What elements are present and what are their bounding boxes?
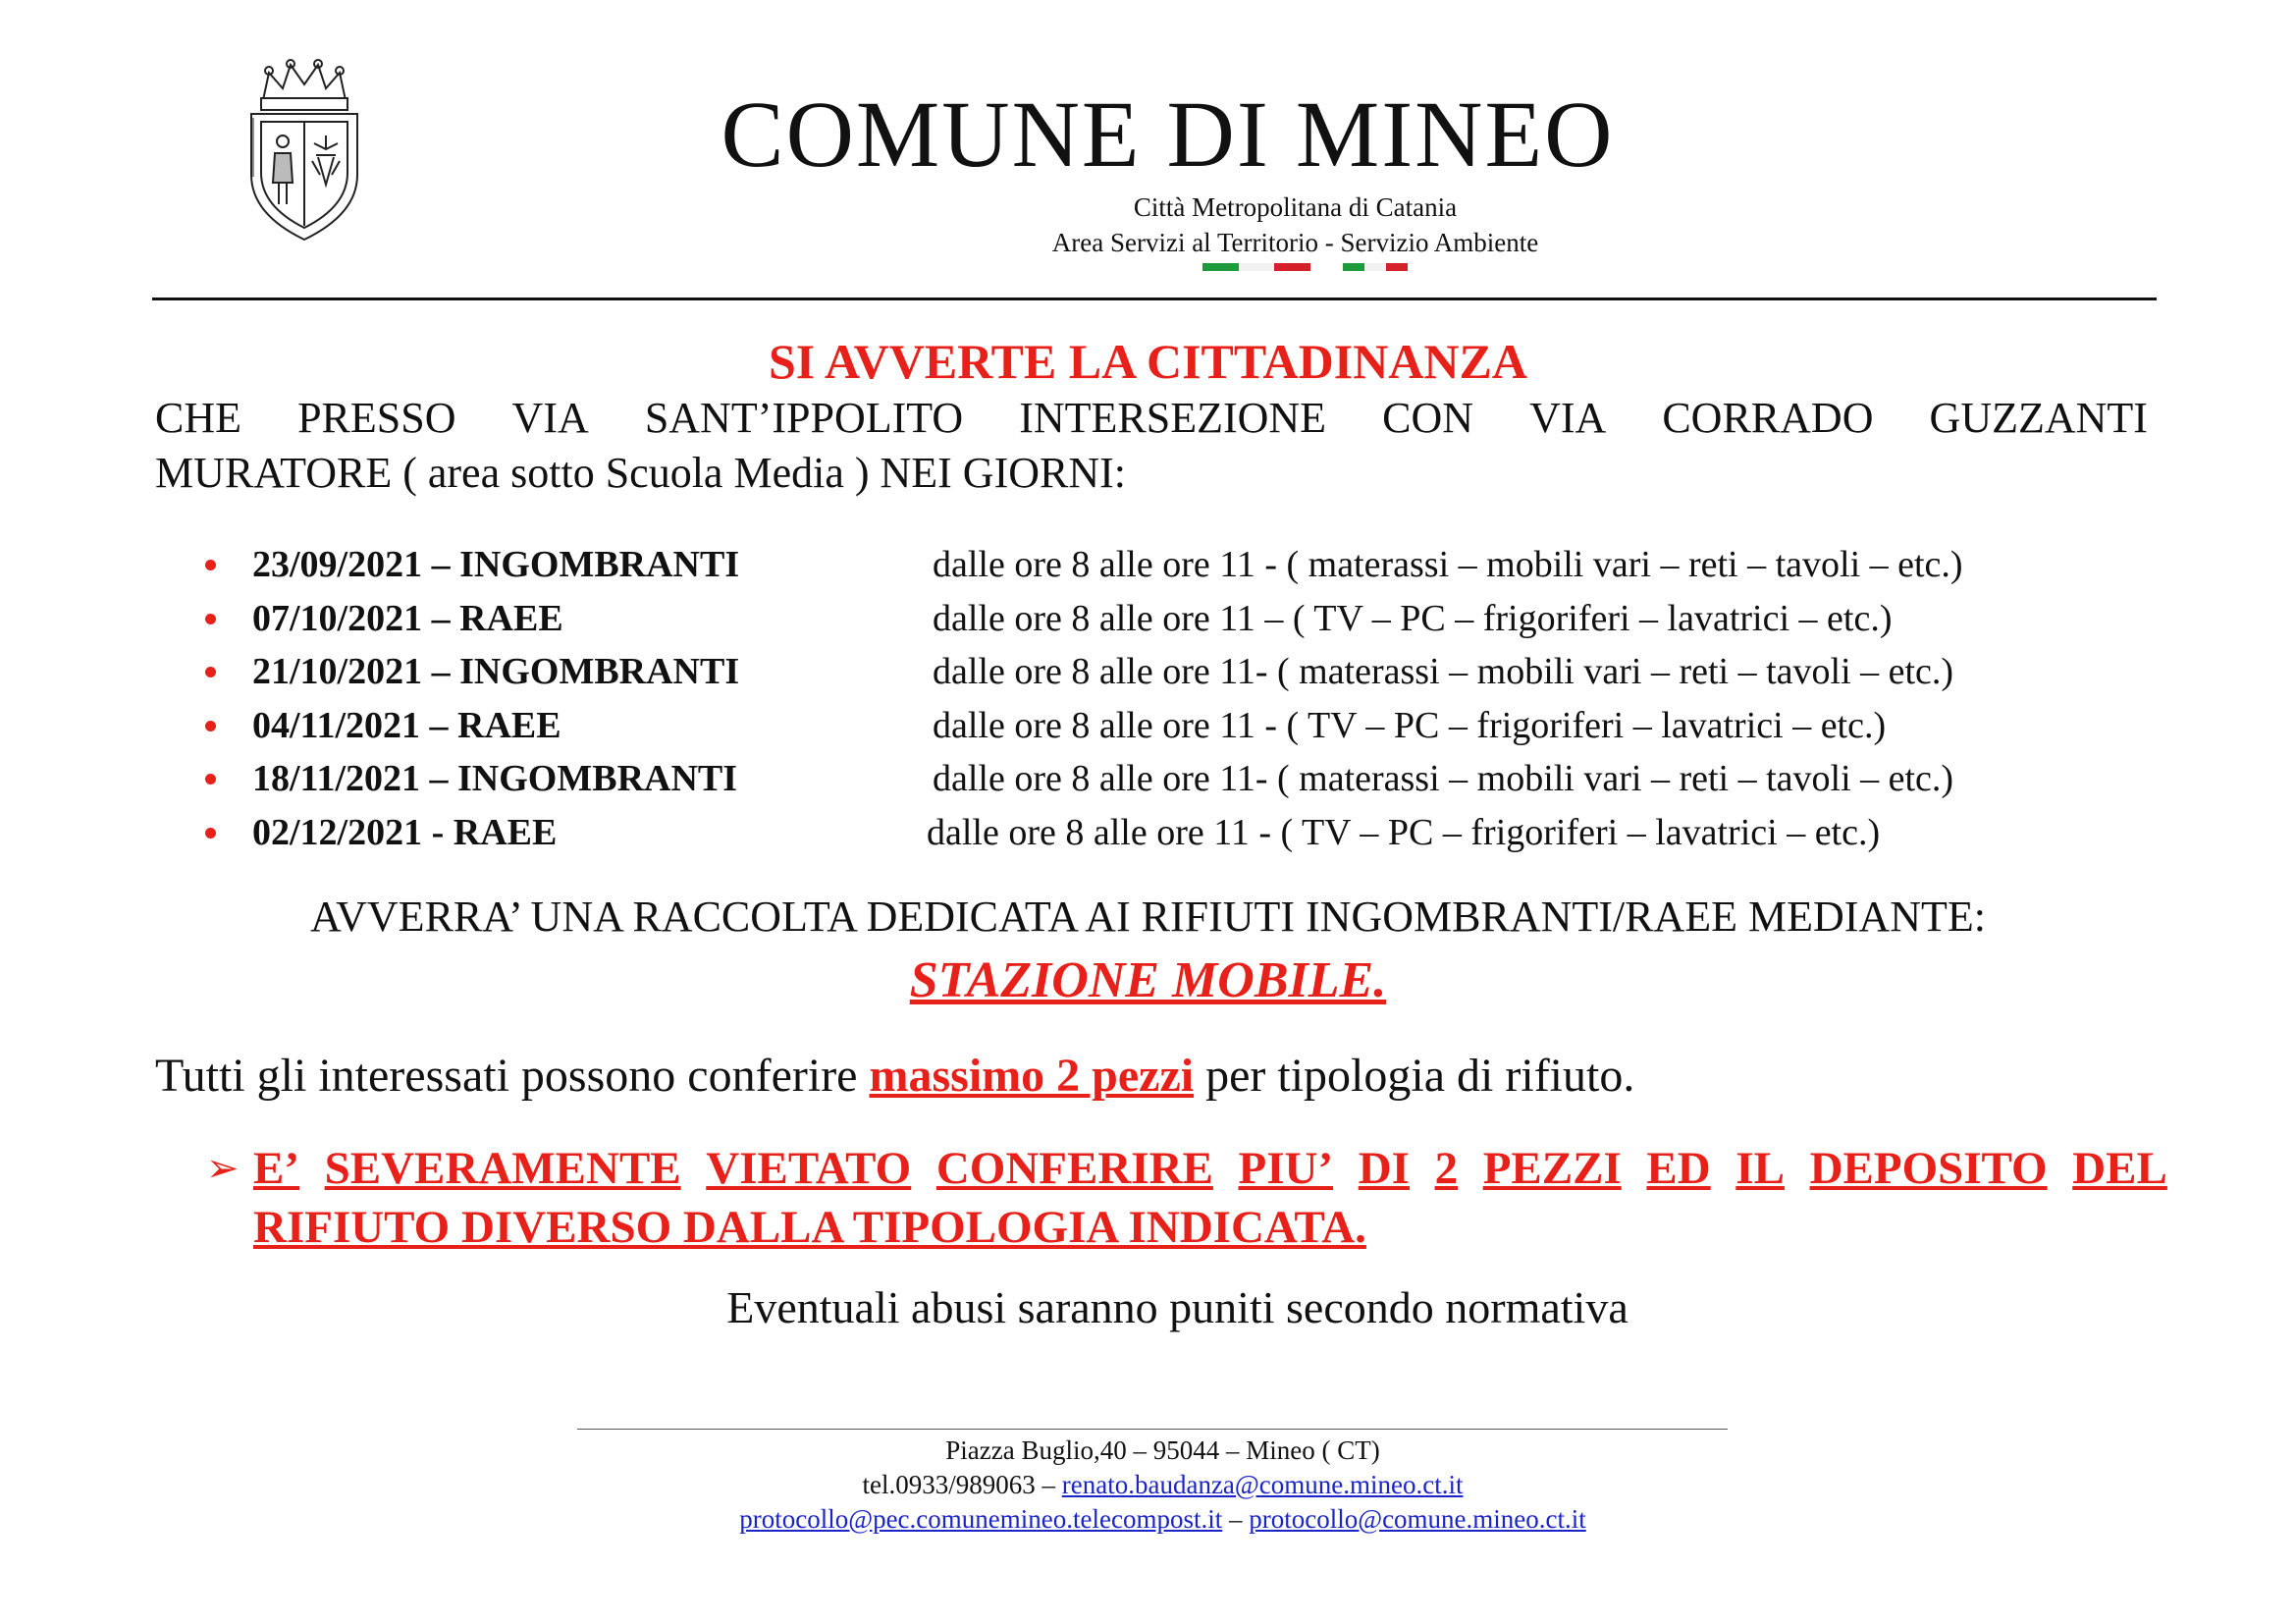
schedule-date: 07/10/2021 – RAEE <box>252 597 563 639</box>
warning-word: DI <box>1358 1143 1410 1194</box>
bullet-icon <box>205 828 216 839</box>
intro-word: CHE <box>155 394 241 442</box>
pec-email-link[interactable]: protocollo@pec.comunemineo.telecompost.it <box>739 1504 1223 1534</box>
warning-word: 2 <box>1434 1143 1459 1194</box>
warning-line-1 <box>253 1139 2167 1198</box>
list-item <box>196 538 2160 592</box>
footer-emails <box>0 1502 2296 1536</box>
intro-word: SANT’IPPOLITO <box>644 394 964 442</box>
intro-word: GUZZANTI <box>1929 394 2148 442</box>
page-title: COMUNE DI MINEO <box>721 81 1615 187</box>
schedule-details: dalle ore 8 alle ore 11 - ( materassi – mobili vari – reti – tavoli – etc.) <box>933 544 1963 585</box>
italian-flag-stripe-2 <box>1343 263 1408 271</box>
footer-address: Piazza Buglio,40 – 95044 – Mineo ( CT) <box>945 1435 1380 1465</box>
schedule-details: dalle ore 8 alle ore 11 - ( TV – PC – frigoriferi – lavatrici – etc.) <box>933 704 1887 746</box>
intro-line-2: MURATORE ( area sotto Scuola Media ) NEI GIORNI: <box>155 449 1127 497</box>
footer-contact <box>0 1468 2296 1501</box>
footer-separator: – <box>1222 1504 1250 1534</box>
schedule-date: 04/11/2021 – RAEE <box>252 704 561 746</box>
protocollo-email-link[interactable]: protocollo@comune.mineo.ct.it <box>1249 1504 1586 1534</box>
limit-paragraph <box>155 1047 1634 1106</box>
arrow-bullet-icon: ➢ <box>206 1146 240 1190</box>
warning-word: ED <box>1646 1143 1711 1194</box>
warning-word: PEZZI <box>1482 1143 1622 1194</box>
italian-flag-stripe <box>1202 263 1310 271</box>
notice-heading: SI AVVERTE LA CITTADINANZA <box>769 334 1527 389</box>
schedule-date: 02/12/2021 - RAEE <box>252 811 558 853</box>
warning-word: SEVERAMENTE <box>324 1143 681 1194</box>
warning-word: DEPOSITO <box>1809 1143 2048 1194</box>
schedule-details: dalle ore 8 alle ore 11- ( materassi – mobili vari – reti – tavoli – etc.) <box>933 651 1954 692</box>
warning-word: DEL <box>2072 1143 2167 1194</box>
limit-highlight: massimo 2 pezzi <box>869 1050 1195 1102</box>
schedule-details: dalle ore 8 alle ore 11- ( materassi – mobili vari – reti – tavoli – etc.) <box>933 758 1954 799</box>
schedule-details: dalle ore 8 alle ore 11 - ( TV – PC – frigoriferi – lavatrici – etc.) <box>927 811 1881 853</box>
footer-phone: tel.0933/989063 – <box>862 1470 1062 1499</box>
schedule-details: dalle ore 8 alle ore 11 – ( TV – PC – frigoriferi – lavatrici – etc.) <box>933 597 1893 639</box>
intro-line-1 <box>155 391 2148 446</box>
mobile-station-title <box>0 949 2296 1012</box>
warning-word: E’ <box>253 1143 299 1194</box>
bullet-icon <box>205 667 216 677</box>
schedule-date: 23/09/2021 – INGOMBRANTI <box>252 544 740 585</box>
mobile-station-label: STAZIONE MOBILE. <box>909 952 1387 1008</box>
list-item <box>196 752 2160 806</box>
header-divider <box>152 298 2157 300</box>
subtitle-metropolitan: Città Metropolitana di Catania <box>1133 192 1458 222</box>
list-item <box>196 699 2160 753</box>
intro-word: VIA <box>1529 394 1607 442</box>
list-item <box>196 806 2160 860</box>
bullet-icon <box>205 560 216 570</box>
schedule-date: 18/11/2021 – INGOMBRANTI <box>252 758 738 799</box>
limit-text-pre: Tutti gli interessati possono conferire <box>155 1050 870 1102</box>
warning-paragraph <box>253 1139 2167 1257</box>
bullet-icon <box>205 614 216 624</box>
intro-word: CORRADO <box>1662 394 1874 442</box>
bullet-icon <box>205 774 216 785</box>
intro-word: CON <box>1382 394 1473 442</box>
footer-divider <box>577 1429 1728 1430</box>
warning-word: IL <box>1735 1143 1785 1194</box>
warning-word: PIU’ <box>1238 1143 1334 1194</box>
intro-word: INTERSEZIONE <box>1019 394 1327 442</box>
list-item <box>196 645 2160 699</box>
email-link-baudanza[interactable]: renato.baudanza@comune.mineo.ct.it <box>1061 1470 1464 1499</box>
schedule-date: 21/10/2021 – INGOMBRANTI <box>252 651 740 692</box>
intro-word: VIA <box>511 394 589 442</box>
collection-schedule-list <box>196 538 2160 859</box>
warning-word: CONFERIRE <box>935 1143 1213 1194</box>
intro-paragraph <box>155 391 2148 501</box>
subtitle-department: Area Servizi al Territorio - Servizio Ambiente <box>1051 228 1539 257</box>
warning-word: VIETATO <box>706 1143 912 1194</box>
collection-announcement: AVVERRA’ UNA RACCOLTA DEDICATA AI RIFIUTI INGOMBRANTI/RAEE MEDIANTE: <box>310 893 1986 941</box>
warning-line-2: RIFIUTO DIVERSO DALLA TIPOLOGIA INDICATA. <box>253 1202 1366 1253</box>
intro-word: PRESSO <box>297 394 456 442</box>
list-item <box>196 592 2160 646</box>
limit-text-post: per tipologia di rifiuto. <box>1194 1050 1635 1102</box>
bullet-icon <box>205 721 216 731</box>
penalty-notice: Eventuali abusi saranno puniti secondo normativa <box>726 1282 1629 1332</box>
